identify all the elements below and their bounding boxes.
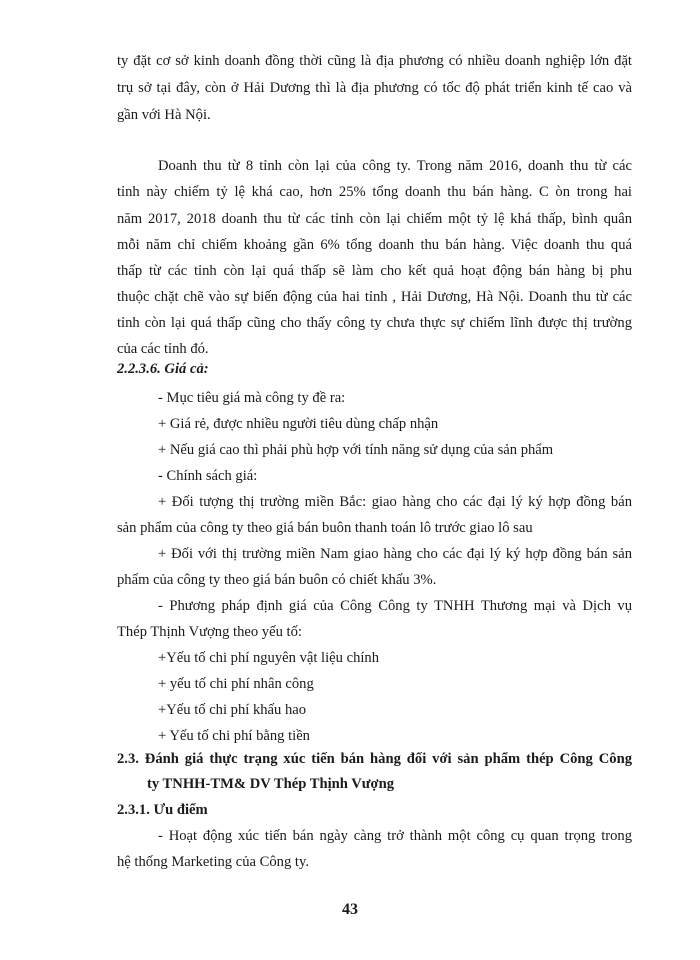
body-line: +Yếu tố chi phí khấu hao [158,702,307,718]
body-line: - Chính sách giá: [158,468,258,484]
body-line: + Nếu giá cao thì phải phù hợp với tính năng sử dụng của sản phẩm [158,442,554,458]
body-line: + Yếu tố chi phí bằng tiền [158,728,310,744]
body-line: gần với Hà Nội. [117,107,211,123]
page-number: 43 [342,901,358,918]
body-line: Doanh thu từ 8 tỉnh còn lại của công ty. Trong năm 2016, doanh thu từ các [158,158,632,174]
body-line: năm 2017, 2018 doanh thu từ các tỉnh còn lại chiếm một tỷ lệ khá thấp, bình quân [117,211,632,227]
body-line: thấp từ các tỉnh còn lại quá thấp sẽ làm cho kết quả hoạt động bán hàng bị phu [117,263,632,279]
body-line: hệ thống Marketing của Công ty. [117,854,309,870]
body-line: + Giá rẻ, được nhiều người tiêu dùng chấp nhận [158,416,439,432]
body-line: - Mục tiêu giá mà công ty đề ra: [158,390,346,406]
section-heading-2-3-cont: ty TNHH-TM& DV Thép Thịnh Vượng [147,776,395,792]
section-heading-gia-ca: 2.2.3.6. Giá cả: [117,361,209,377]
body-line: - Hoạt động xúc tiến bán ngày càng trở thành một công cụ quan trọng trong [158,828,632,844]
body-line: Thép Thịnh Vượng theo yếu tố: [117,624,302,640]
body-line: tỉnh này chiếm tỷ lệ khá cao, hơn 25% tổng doanh thu bán hàng. C òn trong hai [117,184,632,200]
section-heading-2-3: 2.3. Đánh giá thực trạng xúc tiến bán hàng đối với sản phẩm thép Công Công [117,751,632,767]
body-line: - Phương pháp định giá của Công Công ty TNHH Thương mại và Dịch vụ [158,598,632,614]
body-line: mỗi năm chỉ chiếm khoảng gần 6% tổng doanh thu bán hàng. Việc doanh thu quá [117,237,632,253]
body-line: tỉnh còn lại quá thấp cũng cho thấy công ty chưa thực sự chiếm lĩnh được thị trường [117,315,632,331]
body-line: ty đặt cơ sở kinh doanh đồng thời cũng là địa phương có nhiều doanh nghiệp lớn đặt [117,53,632,69]
section-heading-2-3-1: 2.3.1. Ưu điểm [117,802,208,818]
body-line: trụ sở tại đây, còn ở Hải Dương thì là địa phương có tốc độ phát triển kinh tế cao và [117,80,632,96]
body-line: + Đối tượng thị trường miền Bắc: giao hàng cho các đại lý ký hợp đồng bán [158,494,632,510]
body-line: thuộc chặt chẽ vào sự biến động của hai tỉnh , Hải Dương, Hà Nội. Doanh thu từ các [117,289,632,305]
body-line: sản phẩm của công ty theo giá bán buôn thanh toán lô trước giao lô sau [117,520,533,536]
body-line: + yếu tố chi phí nhân công [158,676,314,692]
body-line: + Đối với thị trường miền Nam giao hàng cho các đại lý ký hợp đồng bán sản [158,546,632,562]
body-line: của các tỉnh đó. [117,341,209,357]
body-line: +Yếu tố chi phí nguyên vật liệu chính [158,650,380,666]
body-line: phẩm của công ty theo giá bán buôn có chiết khấu 3%. [117,572,437,588]
